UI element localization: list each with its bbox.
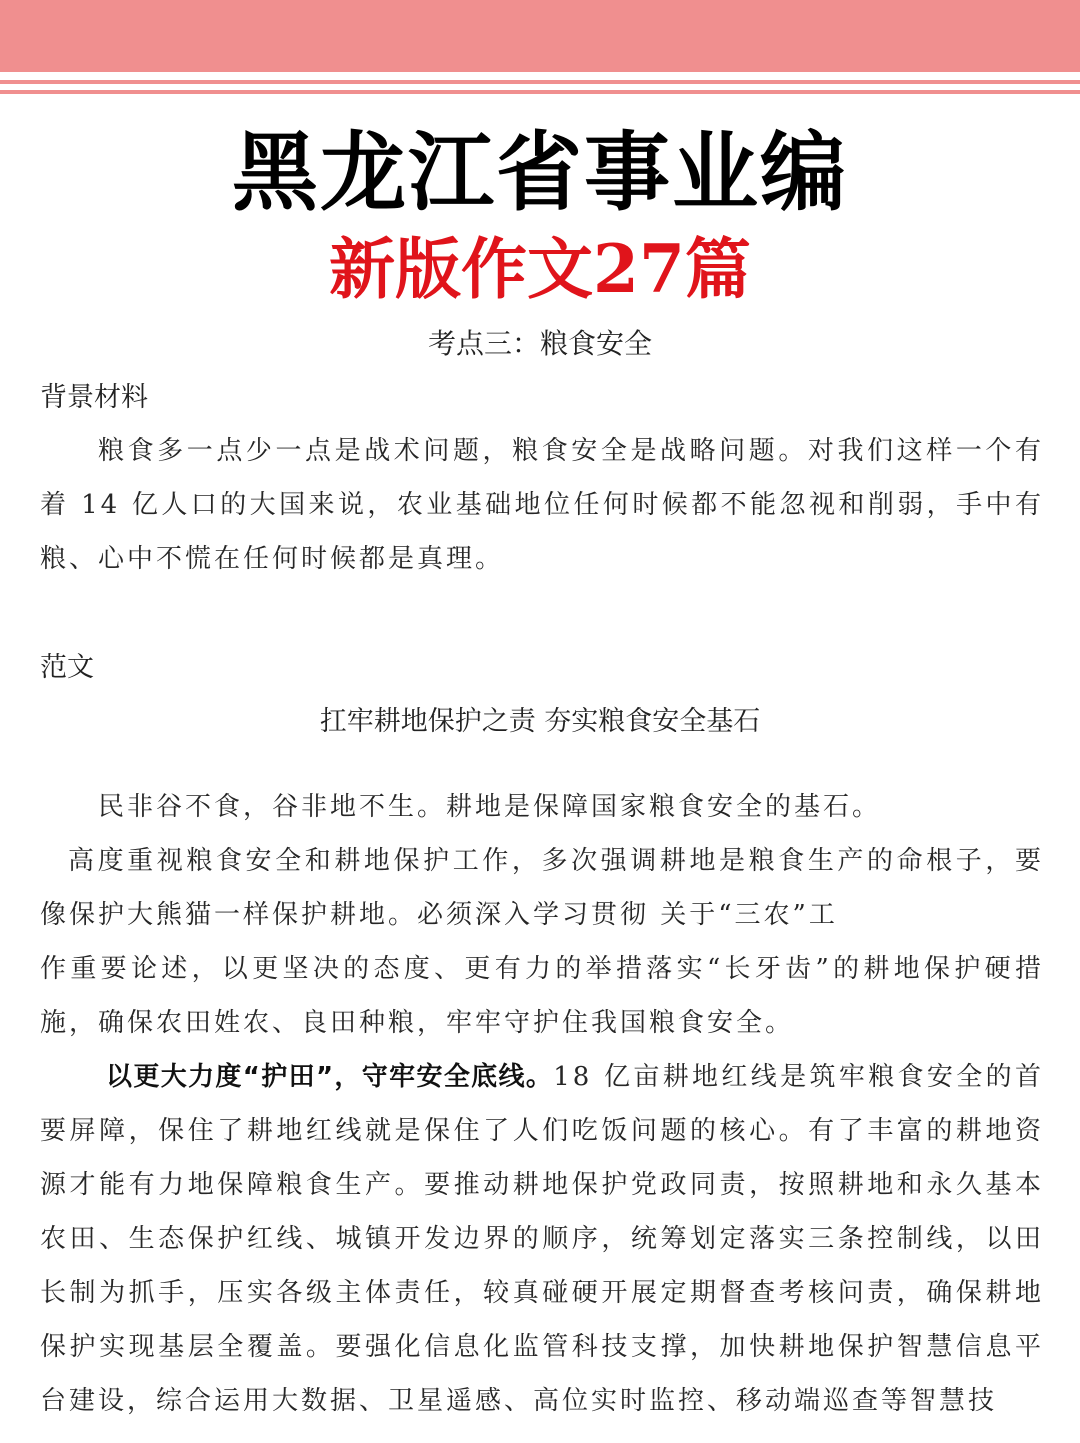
essay-label: 范文 xyxy=(40,652,94,683)
background-label: 背景材料 xyxy=(40,382,148,413)
essay-paragraph-3-body: 18 亿亩耕地红线是筑牢粮食安全的首要屏障，保住了耕地红线就是保住了人们吃饭问题的核心。有了丰富的耕地资源才能有力地保障粮食生产。要推动耕地保护党政同责，按照耕地和永久基本农田、生态保护红线、城镇开发边界的顺序，统筹划定落实三条控制线，以田长制为抓手，压实各级主体责任，较真碰硬开展定期督查考核问责，确保耕地保护实现基层全覆盖。要强化信息化监管科技支撑，加快耕地保护智慧信息平台建设，综合运用大数据、卫星遥感、高位实时监控、移动端巡查等智慧技 xyxy=(40,1062,1044,1416)
top-decor-line xyxy=(0,90,1080,94)
essay-paragraph-2b: 作重要论述，以更坚决的态度、更有力的举措落实“长牙齿”的耕地保护硬措施，确保农田姓农、良田种粮，牢牢守护住我国粮食安全。 xyxy=(40,954,1044,1038)
top-decor-line xyxy=(0,80,1080,84)
essay-paragraph-3 xyxy=(40,1050,1044,1428)
essay-paragraph-3-lead: 以更大力度“护田”，守牢安全底线。 xyxy=(106,1062,554,1092)
page-title: 黑龙江省事业编 xyxy=(232,123,848,223)
essay-paragraph-2a: 高度重视粮食安全和耕地保护工作，多次强调耕地是粮食生产的命根子，要像保护大熊猫一样保护耕地。必须深入学习贯彻 关于“三农”工 xyxy=(40,846,1044,930)
background-paragraph: 粮食多一点少一点是战术问题，粮食安全是战略问题。对我们这样一个有着 14 亿人口的大国来说，农业基础地位任何时候都不能忽视和削弱，手中有粮、心中不慌在任何时候都是真理。 xyxy=(40,436,1044,574)
essay-title: 扛牢耕地保护之责 夯实粮食安全基石 xyxy=(319,706,761,737)
page-subtitle: 新版作文27篇 xyxy=(329,230,751,308)
topic-heading: 考点三：粮食安全 xyxy=(427,327,652,360)
essay-paragraph-1: 民非谷不食，谷非地不生。耕地是保障国家粮食安全的基石。 xyxy=(98,792,882,822)
top-decor-band xyxy=(0,0,1080,72)
